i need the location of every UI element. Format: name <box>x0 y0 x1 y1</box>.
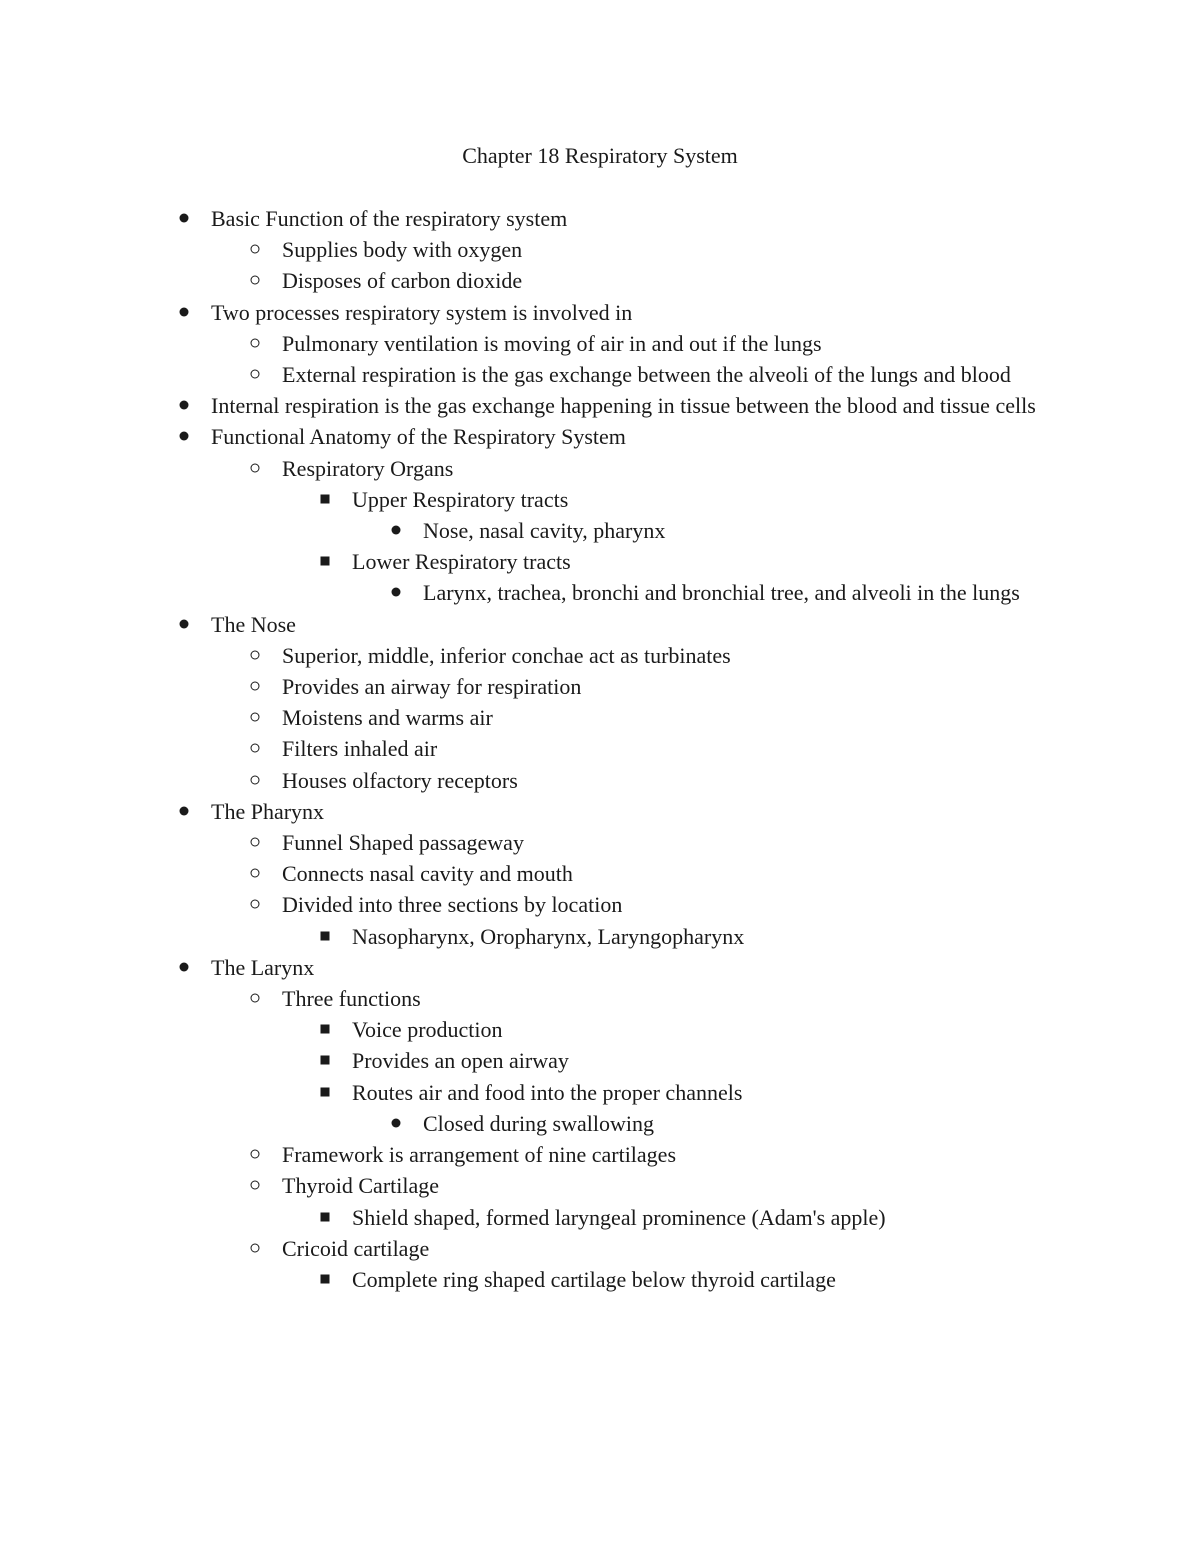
list-item-text: Superior, middle, inferior conchae act as turbinates <box>282 642 731 668</box>
list-item-text: The Nose <box>211 611 296 637</box>
list-item-text: Nose, nasal cavity, pharynx <box>423 518 666 544</box>
circle-bullet-icon <box>251 370 260 379</box>
circle-bullet-icon <box>251 869 260 878</box>
square-bullet-icon <box>321 931 330 940</box>
list-item-text: The Larynx <box>211 954 315 980</box>
list-item <box>0 1233 1200 1264</box>
circle-bullet-icon <box>251 838 260 847</box>
circle-bullet-icon <box>251 775 260 784</box>
list-item-text: Internal respiration is the gas exchange happening in tissue between the blood and tissue cells <box>211 393 1036 419</box>
list-item <box>0 390 1200 421</box>
circle-bullet-icon <box>251 650 260 659</box>
disc-bullet-icon <box>392 588 401 597</box>
circle-bullet-icon <box>251 900 260 909</box>
list-item <box>0 1170 1200 1201</box>
disc-bullet-icon <box>180 806 189 815</box>
list-item-text: Framework is arrangement of nine cartilages <box>282 1142 677 1168</box>
list-item-text: Functional Anatomy of the Respiratory System <box>211 424 626 450</box>
list-item-text: Houses olfactory receptors <box>282 767 518 793</box>
list-item <box>0 234 1200 265</box>
list-item-text: Two processes respiratory system is involved in <box>211 299 633 325</box>
circle-bullet-icon <box>251 713 260 722</box>
disc-bullet-icon <box>180 401 189 410</box>
list-item-text: Upper Respiratory tracts <box>352 486 569 512</box>
list-item-text: Cricoid cartilage <box>282 1235 430 1261</box>
list-item <box>0 983 1200 1014</box>
list-item-text: Respiratory Organs <box>282 455 454 481</box>
list-item-text: Divided into three sections by location <box>282 892 623 918</box>
list-item-text: Routes air and food into the proper channels <box>352 1079 743 1105</box>
list-item <box>0 359 1200 390</box>
list-item <box>0 265 1200 296</box>
square-bullet-icon <box>321 557 330 566</box>
circle-bullet-icon <box>251 463 260 472</box>
list-item <box>0 1108 1200 1139</box>
list-item <box>0 453 1200 484</box>
list-item <box>0 640 1200 671</box>
square-bullet-icon <box>321 494 330 503</box>
circle-bullet-icon <box>251 682 260 691</box>
circle-bullet-icon <box>251 276 260 285</box>
square-bullet-icon <box>321 1087 330 1096</box>
list-item-text: Closed during swallowing <box>423 1110 654 1136</box>
disc-bullet-icon <box>180 432 189 441</box>
list-item-text: Provides an open airway <box>352 1048 569 1074</box>
list-item <box>0 921 1200 952</box>
list-item <box>0 1045 1200 1076</box>
list-item-text: Pulmonary ventilation is moving of air in and out if the lungs <box>282 330 822 356</box>
list-item <box>0 1014 1200 1045</box>
list-item <box>0 515 1200 546</box>
list-item <box>0 796 1200 827</box>
disc-bullet-icon <box>392 1118 401 1127</box>
list-item <box>0 328 1200 359</box>
list-item-text: Thyroid Cartilage <box>282 1173 440 1199</box>
square-bullet-icon <box>321 1056 330 1065</box>
list-item-text: Funnel Shaped passageway <box>282 830 524 856</box>
list-item-text: Connects nasal cavity and mouth <box>282 861 573 887</box>
list-item <box>0 577 1200 608</box>
list-item-text: Basic Function of the respiratory system <box>211 206 568 231</box>
list-item-text: Disposes of carbon dioxide <box>282 268 523 294</box>
list-item <box>0 1139 1200 1170</box>
list-item-text: Shield shaped, formed laryngeal prominence (Adam's apple) <box>352 1204 886 1230</box>
list-item-text: Lower Respiratory tracts <box>352 549 571 575</box>
list-item <box>0 858 1200 889</box>
disc-bullet-icon <box>392 526 401 535</box>
bullet-outline <box>0 203 1200 1295</box>
page-title: Chapter 18 Respiratory System <box>462 143 738 168</box>
list-item <box>0 609 1200 640</box>
list-item <box>0 733 1200 764</box>
list-item-text: Voice production <box>352 1017 503 1043</box>
square-bullet-icon <box>321 1212 330 1221</box>
circle-bullet-icon <box>251 1150 260 1159</box>
disc-bullet-icon <box>180 962 189 971</box>
disc-bullet-icon <box>180 214 189 223</box>
list-item <box>0 421 1200 452</box>
list-item-text: Filters inhaled air <box>282 736 438 762</box>
list-item-text: Moistens and warms air <box>282 705 493 731</box>
list-item <box>0 203 1200 234</box>
list-item-text: Three functions <box>282 986 421 1012</box>
list-item <box>0 546 1200 577</box>
square-bullet-icon <box>321 1274 330 1283</box>
circle-bullet-icon <box>251 245 260 254</box>
circle-bullet-icon <box>251 994 260 1003</box>
square-bullet-icon <box>321 1025 330 1034</box>
list-item <box>0 297 1200 328</box>
circle-bullet-icon <box>251 1181 260 1190</box>
list-item <box>0 484 1200 515</box>
circle-bullet-icon <box>251 338 260 347</box>
list-item <box>0 952 1200 983</box>
list-item <box>0 1264 1200 1295</box>
list-item-text: Provides an airway for respiration <box>282 674 582 700</box>
list-item-text: External respiration is the gas exchange between the alveoli of the lungs and blood <box>282 362 1011 388</box>
list-item <box>0 889 1200 920</box>
list-item-text: The Pharynx <box>211 798 325 824</box>
list-item <box>0 765 1200 796</box>
list-item <box>0 671 1200 702</box>
disc-bullet-icon <box>180 619 189 628</box>
list-item <box>0 1202 1200 1233</box>
circle-bullet-icon <box>251 744 260 753</box>
list-item-text: Complete ring shaped cartilage below thyroid cartilage <box>352 1266 836 1292</box>
list-item-text: Larynx, trachea, bronchi and bronchial tree, and alveoli in the lungs <box>423 580 1020 606</box>
list-item-text: Nasopharynx, Oropharynx, Laryngopharynx <box>352 923 745 949</box>
list-item-text: Supplies body with oxygen <box>282 237 523 263</box>
circle-bullet-icon <box>251 1243 260 1252</box>
list-item <box>0 827 1200 858</box>
disc-bullet-icon <box>180 307 189 316</box>
list-item <box>0 702 1200 733</box>
list-item <box>0 1077 1200 1108</box>
